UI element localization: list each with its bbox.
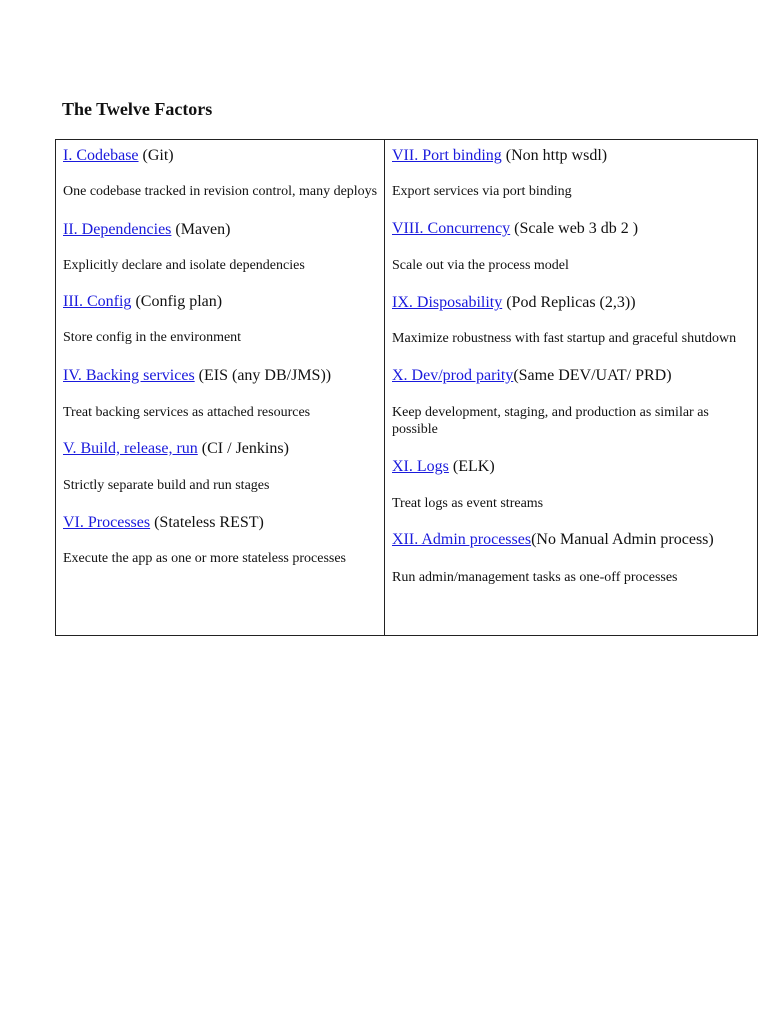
factor-heading	[392, 146, 751, 166]
factor-link-logs[interactable]: XI. Logs	[392, 458, 449, 475]
factor-heading	[392, 530, 751, 550]
factor-link-concurrency[interactable]: VIII. Concurrency	[392, 220, 511, 237]
factor-heading	[63, 366, 378, 386]
factor-heading	[63, 220, 378, 240]
factor-heading	[63, 513, 378, 533]
factor-link-port-binding[interactable]: VII. Port binding	[392, 147, 502, 164]
factor-heading	[392, 366, 751, 386]
factor-description: Scale out via the process model	[392, 258, 569, 273]
factor-note: (ELK)	[448, 458, 495, 475]
factor-heading	[63, 439, 378, 459]
factor-heading	[63, 292, 378, 312]
factor-description: Run admin/management tasks as one-off processes	[392, 570, 678, 585]
factor-note: (Config plan)	[131, 293, 223, 310]
factor-link-admin-processes[interactable]: XII. Admin processes	[392, 531, 532, 548]
factor-description: Treat logs as event streams	[392, 496, 544, 511]
factor-link-dev-prod-parity[interactable]: X. Dev/prod parity	[392, 367, 514, 384]
factor-link-processes[interactable]: VI. Processes	[63, 514, 151, 531]
factor-link-disposability[interactable]: IX. Disposability	[392, 294, 503, 311]
factor-description: Export services via port binding	[392, 184, 572, 199]
factor-heading	[392, 219, 751, 239]
factor-description: Maximize robustness with fast startup and graceful shutdown	[392, 331, 737, 346]
factor-link-build-release-run[interactable]: V. Build, release, run	[63, 440, 198, 457]
factor-description: Explicitly declare and isolate dependencies	[63, 258, 305, 273]
factor-note: (Same DEV/UAT/ PRD)	[513, 367, 672, 384]
factor-heading	[392, 457, 751, 477]
factor-description: One codebase tracked in revision control, many deploys	[63, 184, 378, 199]
factor-note: (Pod Replicas (2,3))	[502, 294, 636, 311]
factors-column-right	[385, 140, 757, 635]
factor-note: (Git)	[138, 147, 174, 164]
factor-link-dependencies[interactable]: II. Dependencies	[63, 221, 172, 238]
factor-link-codebase[interactable]: I. Codebase	[63, 147, 139, 164]
factor-note: (Maven)	[171, 221, 231, 238]
factor-heading	[392, 293, 751, 313]
twelve-factors-table	[55, 139, 758, 636]
factor-link-config[interactable]: III. Config	[63, 293, 132, 310]
factor-note: (CI / Jenkins)	[197, 440, 289, 457]
factor-note: (Scale web 3 db 2 )	[510, 220, 639, 237]
page-title: The Twelve Factors	[62, 99, 213, 119]
factor-note: (Stateless REST)	[150, 514, 264, 531]
factor-note: (Non http wsdl)	[501, 147, 608, 164]
factor-description: Strictly separate build and run stages	[63, 478, 270, 493]
factors-column-left	[56, 140, 385, 635]
factor-heading	[63, 146, 378, 166]
factor-link-backing-services[interactable]: IV. Backing services	[63, 367, 195, 384]
factor-description: Store config in the environment	[63, 330, 242, 345]
factor-description: Execute the app as one or more stateless processes	[63, 551, 347, 566]
factor-description: Treat backing services as attached resources	[63, 405, 311, 420]
factor-note: (EIS (any DB/JMS))	[194, 367, 332, 384]
factor-description: Keep development, staging, and production as similar as possible	[392, 405, 709, 437]
factor-note: (No Manual Admin process)	[531, 531, 714, 548]
